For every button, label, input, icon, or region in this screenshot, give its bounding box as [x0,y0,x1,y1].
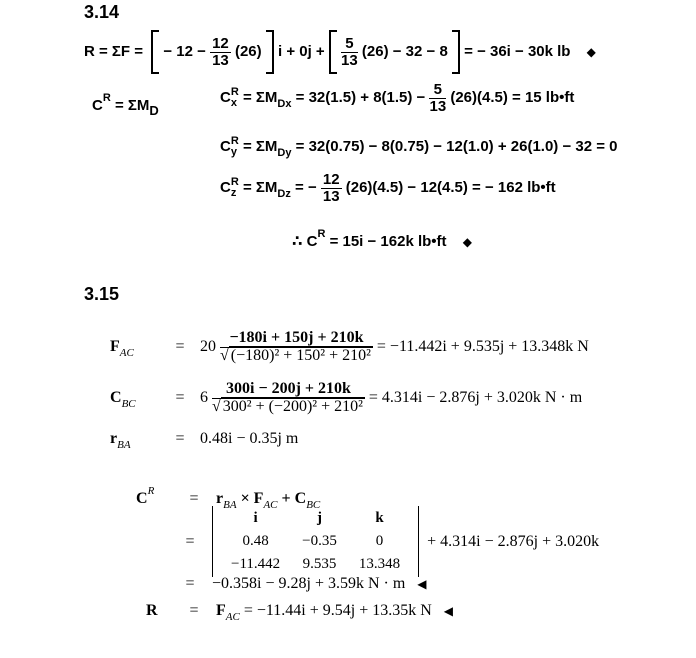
frac-num: 5 [341,36,358,53]
cx-sub: x [230,97,237,110]
matrix-row [221,554,410,575]
cbc-rhs: = 4.314i − 2.876j + 3.020k N · m [368,388,583,406]
cz-c: C [220,179,231,197]
matrix-row [221,508,410,529]
fac-coef: 20 [200,337,216,355]
fac-lhs-sub: AC [119,346,134,359]
eq-final-couple [292,228,472,250]
frac-den: 13 [429,97,447,115]
cx-expr: = 32(1.5) + 8(1.5) − [295,89,426,107]
matrix-cell: 13.348 [358,556,401,572]
cr2-mat-tail: + 4.314i − 2.876j + 3.020k [427,532,600,550]
r2-eq: = [189,602,199,619]
rba-lhs: r [110,430,118,447]
eq-r-a1: − 12 − [163,42,206,60]
sqrt-icon: √ [212,397,221,415]
eq-r-a4: (26) − 32 − 8 [361,42,448,60]
cx-eq: = ΣM [242,89,278,107]
cr2-eq2: = [185,532,195,550]
eq-r-rhs: = − 36i − 30k lb [464,42,571,60]
matrix-row [221,531,410,552]
matrix-cell: 9.535 [302,556,337,572]
end-diamond-icon: ◆ [462,235,472,249]
end-triangle-icon: ◀ [417,577,427,591]
cr2-f-sub: AC [263,499,278,511]
eq-r-lhs: R = ΣF = [84,42,144,60]
r2-rhs: = −11.44i + 9.54j + 13.35k N [243,602,432,619]
eq-force-ac [110,330,589,365]
bracket-right [266,30,274,74]
determinant-matrix [212,506,419,577]
matrix-cell: k [375,510,384,526]
r2-f-sub: AC [225,611,240,623]
frac-den: 13 [322,187,340,205]
cr2-line3: −0.358i − 9.28j + 3.59k N · m [212,575,406,592]
cy-sup: R [230,135,239,147]
matrix-cell: 0.48 [242,533,269,549]
cr2-eq3: = [185,575,195,592]
cr-eq: = ΣM [114,97,150,114]
cr-sub: D [149,103,159,118]
rba-rhs: 0.48i − 0.35j m [200,430,299,447]
cbc-eq: = [175,388,185,406]
cy-eq: = ΣM [242,137,278,155]
final-post: = 15i − 162k lb•ft [329,233,447,250]
frac-den: 13 [212,51,229,69]
cx-eqsub: Dx [277,98,292,111]
cz-eq: = ΣM [242,179,278,197]
cz-sup: R [230,176,239,189]
eq-couple-x [220,82,574,115]
cz-eqsub: Dz [277,188,291,201]
cr2-r: r [216,490,224,507]
eq-cr-line2 [172,506,599,577]
bracket-left [329,30,337,74]
cz-expr: = − [295,179,317,197]
bracket-right [452,30,460,74]
frac-num: 5 [429,82,446,99]
frac-num: 12 [212,34,229,52]
eq-couple-bc [110,381,582,416]
frac-num: −180i + 150j + 210k [220,330,373,348]
cz-tail: (26)(4.5) − 12(4.5) = − 162 lb•ft [345,179,556,197]
end-triangle-icon: ◀ [443,604,454,618]
fraction-12-13 [321,172,342,205]
fraction-5-13 [429,82,446,115]
rba-eq: = [175,430,185,447]
fac-lhs: F [110,337,120,355]
frac-den: (−180)² + 150² + 210² [230,346,371,364]
cbc-coef: 6 [200,388,208,406]
sqrt-icon: √ [220,346,229,364]
cx-sup: R [230,86,239,99]
fac-rhs: = −11.442i + 9.535j + 13.348k N [376,337,589,355]
cy-expr: = 32(0.75) − 8(0.75) − 12(1.0) + 26(1.0) − 32 = 0 [295,137,618,155]
heading-3-15: 3.15 [84,284,120,304]
eq-resultant-r [146,602,453,623]
cx-tail: (26)(4.5) = 15 lb•ft [450,89,575,107]
cx-c: C [220,89,231,107]
fac-eq: = [175,337,185,355]
fraction-unit-vector [220,330,373,365]
r2-lhs: R [146,602,158,619]
cr-c: C [92,97,103,114]
fraction-12-13 [210,36,231,69]
cbc-lhs-sub: BC [121,397,136,410]
eq-resultant-force [84,30,596,74]
eq-couple-y [220,136,618,159]
frac-den: 300² + (−200)² + 210² [222,397,363,415]
cbc-lhs: C [110,388,122,406]
cr-sup: R [102,92,111,104]
matrix-cell: 0 [375,533,384,549]
cr2-sup: R [147,485,155,497]
eq-r-a2: (26) [234,42,262,60]
r2-f: F [216,602,226,619]
end-diamond-icon: ◆ [586,44,596,59]
final-pre: ∴ C [292,233,318,250]
cr2-c-sub: BC [306,499,321,511]
fraction-5-13 [341,36,358,69]
heading-3-14: 3.14 [84,2,120,22]
cr2-r-sub: BA [223,499,237,511]
bracket-left [151,30,159,74]
cr2-plus: + C [281,490,307,507]
cy-c: C [220,137,231,155]
frac-den: 13 [341,51,358,69]
cr2-lhs: C [136,490,148,507]
matrix-cell: i [253,510,258,526]
cz-sub: z [230,187,237,200]
matrix-cell: −0.35 [302,533,337,549]
rba-lhs-sub: BA [117,439,131,451]
cr2-eq1: = [189,490,199,507]
cr2-x: × F [240,490,264,507]
frac-num: 12 [322,171,340,188]
eq-couple-z [220,172,556,205]
fraction-unit-vector [212,381,365,416]
eq-couple-resultant-def [92,92,159,118]
cy-sub: y [230,146,237,158]
eq-r-a3: i + 0j + [277,42,325,60]
matrix-cell: j [317,510,323,526]
cy-eqsub: Dy [277,146,292,159]
eq-cr-line3 [172,575,427,593]
final-sup: R [317,228,326,240]
matrix-cell: −11.442 [231,556,281,572]
frac-num: 300i − 200j + 210k [212,381,365,399]
eq-position-ba [110,430,298,451]
